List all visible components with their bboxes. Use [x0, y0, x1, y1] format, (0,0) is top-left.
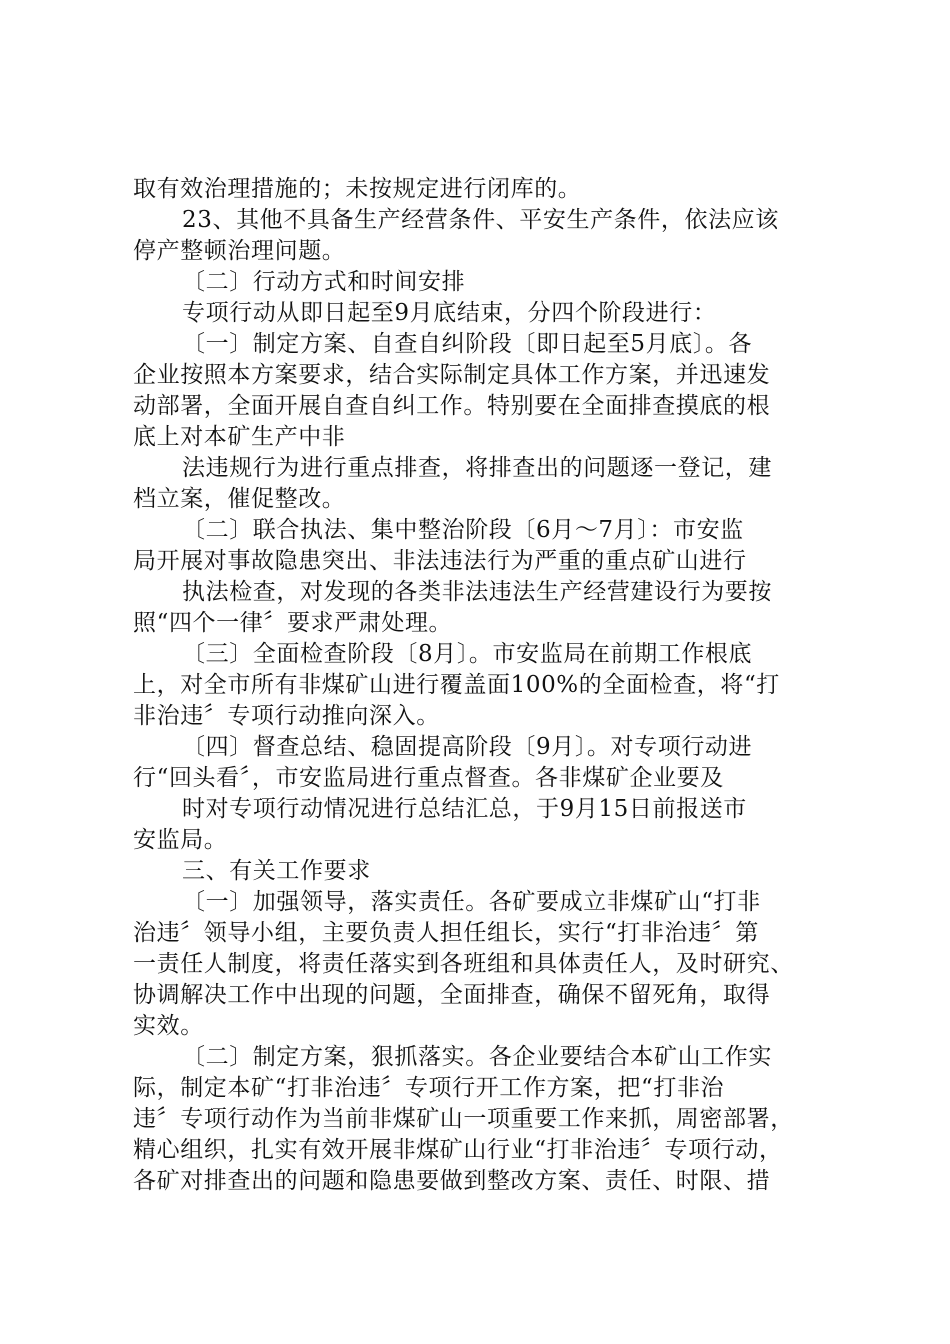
text-line: 执法检查，对发现的各类非法违法生产经营建设行为要按	[182, 579, 772, 605]
text-line: 23、其他不具备生产经营条件、平安生产条件，依法应该	[182, 207, 779, 233]
text-line: 一责任人制度，将责任落实到各班组和具体责任人，及时研究、	[133, 951, 794, 977]
text-line: 上，对全市所有非煤矿山进行覆盖面100%的全面检查，将“打	[133, 672, 780, 698]
text-line: 〔二〕制定方案，狠抓落实。各企业要结合本矿山工作实	[182, 1044, 772, 1070]
text-line: 际，制定本矿“打非治违〞专项行开工作方案，把“打非治	[133, 1075, 725, 1101]
text-line: 〔四〕督查总结、稳固提高阶段〔9月〕。对专项行动进	[182, 734, 753, 760]
text-line: 局开展对事故隐患突出、非法违法行为严重的重点矿山进行	[133, 548, 747, 574]
text-line: 底上对本矿生产中非	[133, 424, 346, 450]
text-line: 〔一〕加强领导，落实责任。各矿要成立非煤矿山“打非	[182, 889, 761, 915]
text-line: 治违〞领导小组，主要负责人担任组长，实行“打非治违〞第	[133, 920, 759, 946]
text-line: 取有效治理措施的；未按规定进行闭库的。	[133, 176, 582, 202]
text-line: 专项行动从即日起至9月底结束，分四个阶段进行：	[182, 300, 717, 326]
text-line: 法违规行为进行重点排查，将排查出的问题逐一登记，建	[182, 455, 772, 481]
text-line: 安监局。	[133, 827, 228, 853]
text-line: 〔二〕联合执法、集中整治阶段〔6月～7月〕：市安监	[182, 517, 744, 543]
text-line: 〔一〕制定方案、自查自纠阶段〔即日起至5月底〕。各	[182, 331, 753, 357]
text-line: 照“四个一律〞要求严肃处理。	[133, 610, 453, 636]
text-line: 动部署，全面开展自查自纠工作。特别要在全面排查摸底的根	[133, 393, 771, 419]
text-line: 协调解决工作中出现的问题，全面排查，确保不留死角，取得	[133, 982, 771, 1008]
text-line: 停产整顿治理问题。	[133, 238, 346, 264]
text-line: 时对专项行动情况进行总结汇总，于9月15日前报送市	[182, 796, 747, 822]
section-heading: 〔二〕行动方式和时间安排	[182, 269, 466, 295]
text-line: 实效。	[133, 1013, 204, 1039]
section-heading: 三、有关工作要求	[182, 858, 371, 884]
text-line: 各矿对排查出的问题和隐患要做到整改方案、责任、时限、措	[133, 1168, 771, 1194]
text-line: 企业按照本方案要求，结合实际制定具体工作方案，并迅速发	[133, 362, 771, 388]
text-line: 非治违〞专项行动推向深入。	[133, 703, 440, 729]
text-line: 精心组织，扎实有效开展非煤矿山行业“打非治违〞专项行动，	[133, 1137, 783, 1163]
text-line: 〔三〕全面检查阶段〔8月〕。市安监局在前期工作根底	[182, 641, 753, 667]
text-line: 档立案，催促整改。	[133, 486, 346, 512]
text-line: 违〞专项行动作为当前非煤矿山一项重要工作来抓，周密部署，	[133, 1106, 794, 1132]
text-line: 行“回头看〞，市安监局进行重点督查。各非煤矿企业要及	[133, 765, 724, 791]
